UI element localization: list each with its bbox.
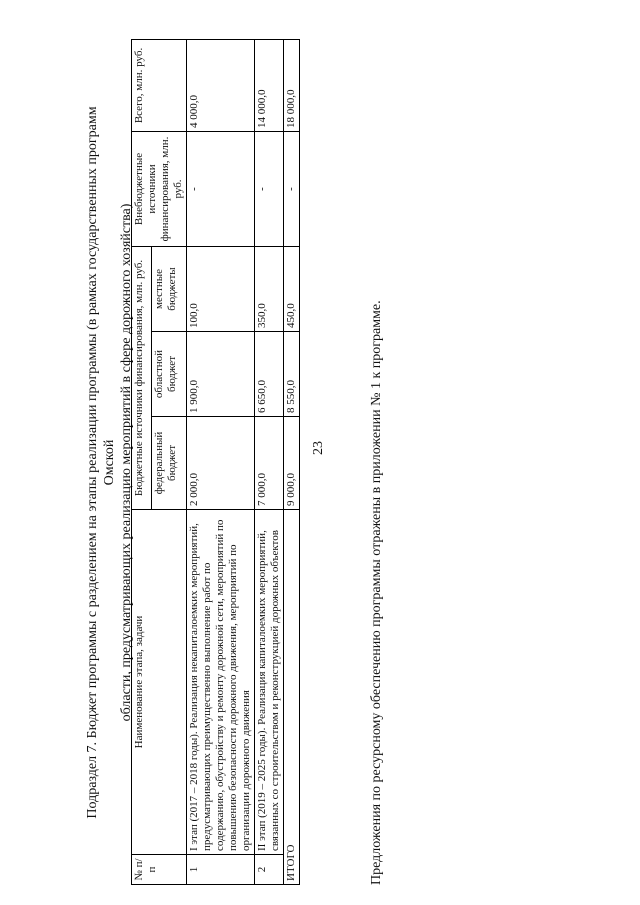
row-regional: 1 900,0 xyxy=(187,332,255,417)
row-name: I этап (2017 – 2018 годы). Реализация некапиталоемких мероприятий, предусматривающих преимущественно выполнение работ по содержанию, обустройству и ремонту дорожной сети, мероприятий по повышению безопасности дорожного движения, мероприятий по организации дорожного движения xyxy=(187,510,255,855)
total-regional: 8 550,0 xyxy=(284,332,300,417)
row-num: 1 xyxy=(187,855,255,885)
header-total: Всего, млн. руб. xyxy=(132,39,187,131)
row-name: II этап (2019 – 2025 годы). Реализация капиталоемких мероприятий, связанных со строительством и реконструкцией дорожных объектов xyxy=(255,510,284,855)
row-extrabudget: - xyxy=(255,131,284,246)
row-federal: 2 000,0 xyxy=(187,417,255,510)
total-total: 18 000,0 xyxy=(284,39,300,131)
total-label: ИТОГО xyxy=(284,510,300,885)
header-extrabudget: Внебюджетные источники финансирования, млн. руб. xyxy=(132,131,187,246)
header-regional: областной бюджет xyxy=(151,332,186,417)
page-number: 23 xyxy=(311,441,326,455)
row-total: 4 000,0 xyxy=(187,39,255,131)
row-federal: 7 000,0 xyxy=(255,417,284,510)
table-row xyxy=(187,39,255,884)
heading-line-1: Подраздел 7. Бюджет программы с разделением на этапы реализации программы (в рамках государственных программ Омской xyxy=(85,106,117,819)
footnote: Предложения по ресурсному обеспечению программы отражены в приложении № 1 к программе. xyxy=(369,300,384,885)
row-total: 14 000,0 xyxy=(255,39,284,131)
row-regional: 6 650,0 xyxy=(255,332,284,417)
total-local: 450,0 xyxy=(284,246,300,331)
row-num: 2 xyxy=(255,855,284,885)
total-extrabudget: - xyxy=(284,131,300,246)
section-heading xyxy=(84,83,135,843)
row-extrabudget: - xyxy=(187,131,255,246)
budget-table xyxy=(131,39,300,885)
header-federal: федеральный бюджет xyxy=(151,417,186,510)
row-local: 100,0 xyxy=(187,246,255,331)
page-content xyxy=(84,40,384,885)
heading-line-2: области, предусматривающих реализацию мероприятий в сфере дорожного хозяйства) xyxy=(119,203,134,722)
header-budget-sources: Бюджетные источники финансирования, млн. руб. xyxy=(132,246,152,509)
total-federal: 9 000,0 xyxy=(284,417,300,510)
header-local: местные бюджеты xyxy=(151,246,186,331)
table-total-row xyxy=(284,39,300,884)
header-name: Наименование этапа, задачи xyxy=(132,510,187,855)
table-row xyxy=(255,39,284,884)
row-local: 350,0 xyxy=(255,246,284,331)
header-num: № п/п xyxy=(132,855,187,885)
